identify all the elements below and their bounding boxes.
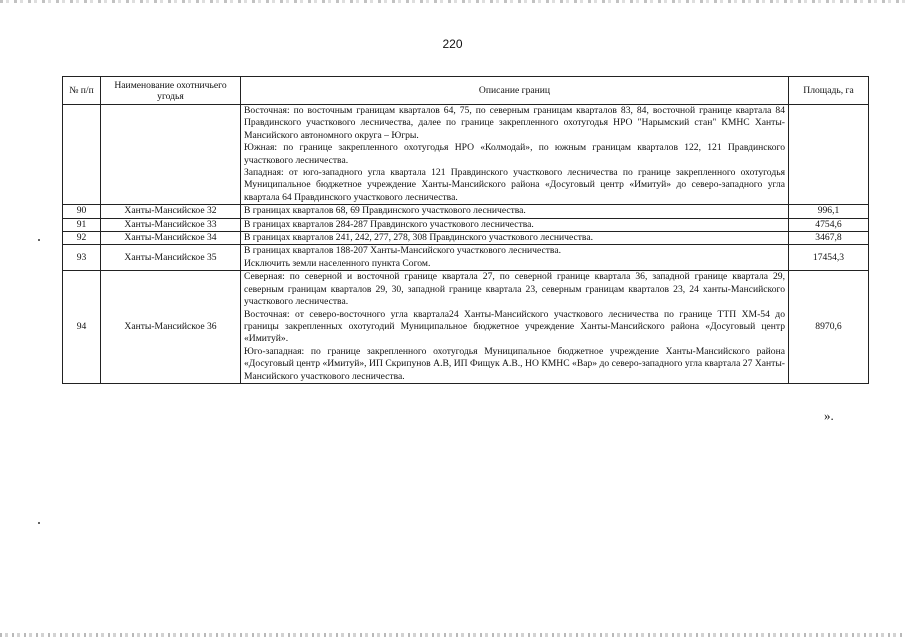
hunting-ground-name: Ханты-Мансийское 32 bbox=[101, 205, 241, 218]
page-number: 220 bbox=[442, 37, 463, 51]
description-line: Юго-западная: по границе закрепленного охотугодья Муниципальное бюджетное учреждение Ханты-Мансийского района «Досуговый центр «Имитуй», ИП Скрипунов А.В, ИП Фищук А.В., НО КМНС «Вар» до северо-западного угла квартала 27 Ханты-Мансийского участкового лесничества. bbox=[244, 345, 785, 382]
boundary-description bbox=[241, 205, 789, 218]
row-number: 93 bbox=[63, 245, 101, 271]
table-header-row bbox=[63, 77, 869, 105]
closing-quote: ». bbox=[824, 408, 834, 423]
row-number: 91 bbox=[63, 218, 101, 231]
boundary-description bbox=[241, 218, 789, 231]
boundary-south: Южная: по границе закрепленного охотугодья НРО «Колмодай», по южным границам кварталов 122, 121 Правдинского участкового лесничества. bbox=[244, 142, 785, 166]
header-number: № п/п bbox=[63, 77, 101, 105]
table-row bbox=[63, 218, 869, 231]
cell-number bbox=[63, 105, 101, 205]
row-number: 92 bbox=[63, 232, 101, 245]
description-line: Исключить земли населенного пункта Согом. bbox=[244, 257, 431, 269]
description-line: Северная: по северной и восточной границе квартала 27, по северной границе квартала 36, западной границе квартала 29, северным границам кварталов 29, 30, западной границе квартала 23, северным границам кварталов 23, 24 ханты-Мансийского участкового лесничества. bbox=[244, 271, 785, 308]
hunting-ground-name: Ханты-Мансийское 34 bbox=[101, 232, 241, 245]
table-row bbox=[63, 232, 869, 245]
header-boundary-description: Описание границ bbox=[241, 77, 789, 105]
description-line: В границах кварталов 241, 242, 277, 278, 308 Правдинского участкового лесничества. bbox=[244, 232, 593, 244]
boundaries-table bbox=[62, 76, 869, 384]
description-line: В границах кварталов 188-207 Ханты-Мансийского участкового лесничества. bbox=[244, 245, 561, 257]
cell-name bbox=[101, 105, 241, 205]
area-value: 996,1 bbox=[789, 205, 869, 218]
table-row-continuation bbox=[63, 105, 869, 205]
table-row bbox=[63, 245, 869, 271]
hunting-ground-name: Ханты-Мансийское 36 bbox=[101, 271, 241, 384]
cell-description bbox=[241, 105, 789, 205]
header-hunting-ground: Наименование охотничьего угодья bbox=[101, 77, 241, 105]
boundary-description bbox=[241, 271, 789, 384]
area-value: 8970,6 bbox=[789, 271, 869, 384]
area-value: 17454,3 bbox=[789, 245, 869, 271]
description-line: В границах кварталов 68, 69 Правдинского участкового лесничества. bbox=[244, 205, 526, 217]
boundary-description bbox=[241, 245, 789, 271]
area-value: 4754,6 bbox=[789, 218, 869, 231]
header-area: Площадь, га bbox=[789, 77, 869, 105]
scan-edge-top bbox=[0, 0, 905, 3]
row-number: 94 bbox=[63, 271, 101, 384]
description-line: В границах кварталов 284-287 Правдинского участкового лесничества. bbox=[244, 218, 534, 230]
boundary-west: Западная: от юго-западного угла квартала 121 Правдинского участкового лесничества по границе закрепленного охотугодья Муниципальное бюджетное учреждение Ханты-Мансийского района «Досуговый центр «Имитуй» до северо-западного угла квартала 64 Правдинского участкового лесничества. bbox=[244, 167, 785, 203]
cell-area bbox=[789, 105, 869, 205]
hunting-ground-name: Ханты-Мансийское 35 bbox=[101, 245, 241, 271]
boundary-east: Восточная: по восточным границам кварталов 64, 75, по северным границам кварталов 83, 84, восточной границе квартала 84 Правдинского участкового лесничества, далее по границе закрепленного охотугодья НРО "Нарымский стан" КМНС Ханты-Мансийского автономного округа – Югры. bbox=[244, 105, 785, 141]
boundary-description bbox=[241, 232, 789, 245]
scan-speck bbox=[38, 522, 40, 524]
row-number: 90 bbox=[63, 205, 101, 218]
table-row bbox=[63, 271, 869, 384]
table-row bbox=[63, 205, 869, 218]
scan-speck bbox=[38, 239, 40, 241]
hunting-ground-name: Ханты-Мансийское 33 bbox=[101, 218, 241, 231]
description-line: Восточная: от северо-восточного угла квартала24 Ханты-Мансийского участкового лесничества по границе ТТП ХМ-54 до границы закрепленных охотугодий Муниципальное бюджетное учреждение Ханты-Мансийского района «Досуговый центр «Имитуй». bbox=[244, 308, 785, 345]
area-value: 3467,8 bbox=[789, 232, 869, 245]
scan-edge-bottom bbox=[0, 633, 905, 637]
